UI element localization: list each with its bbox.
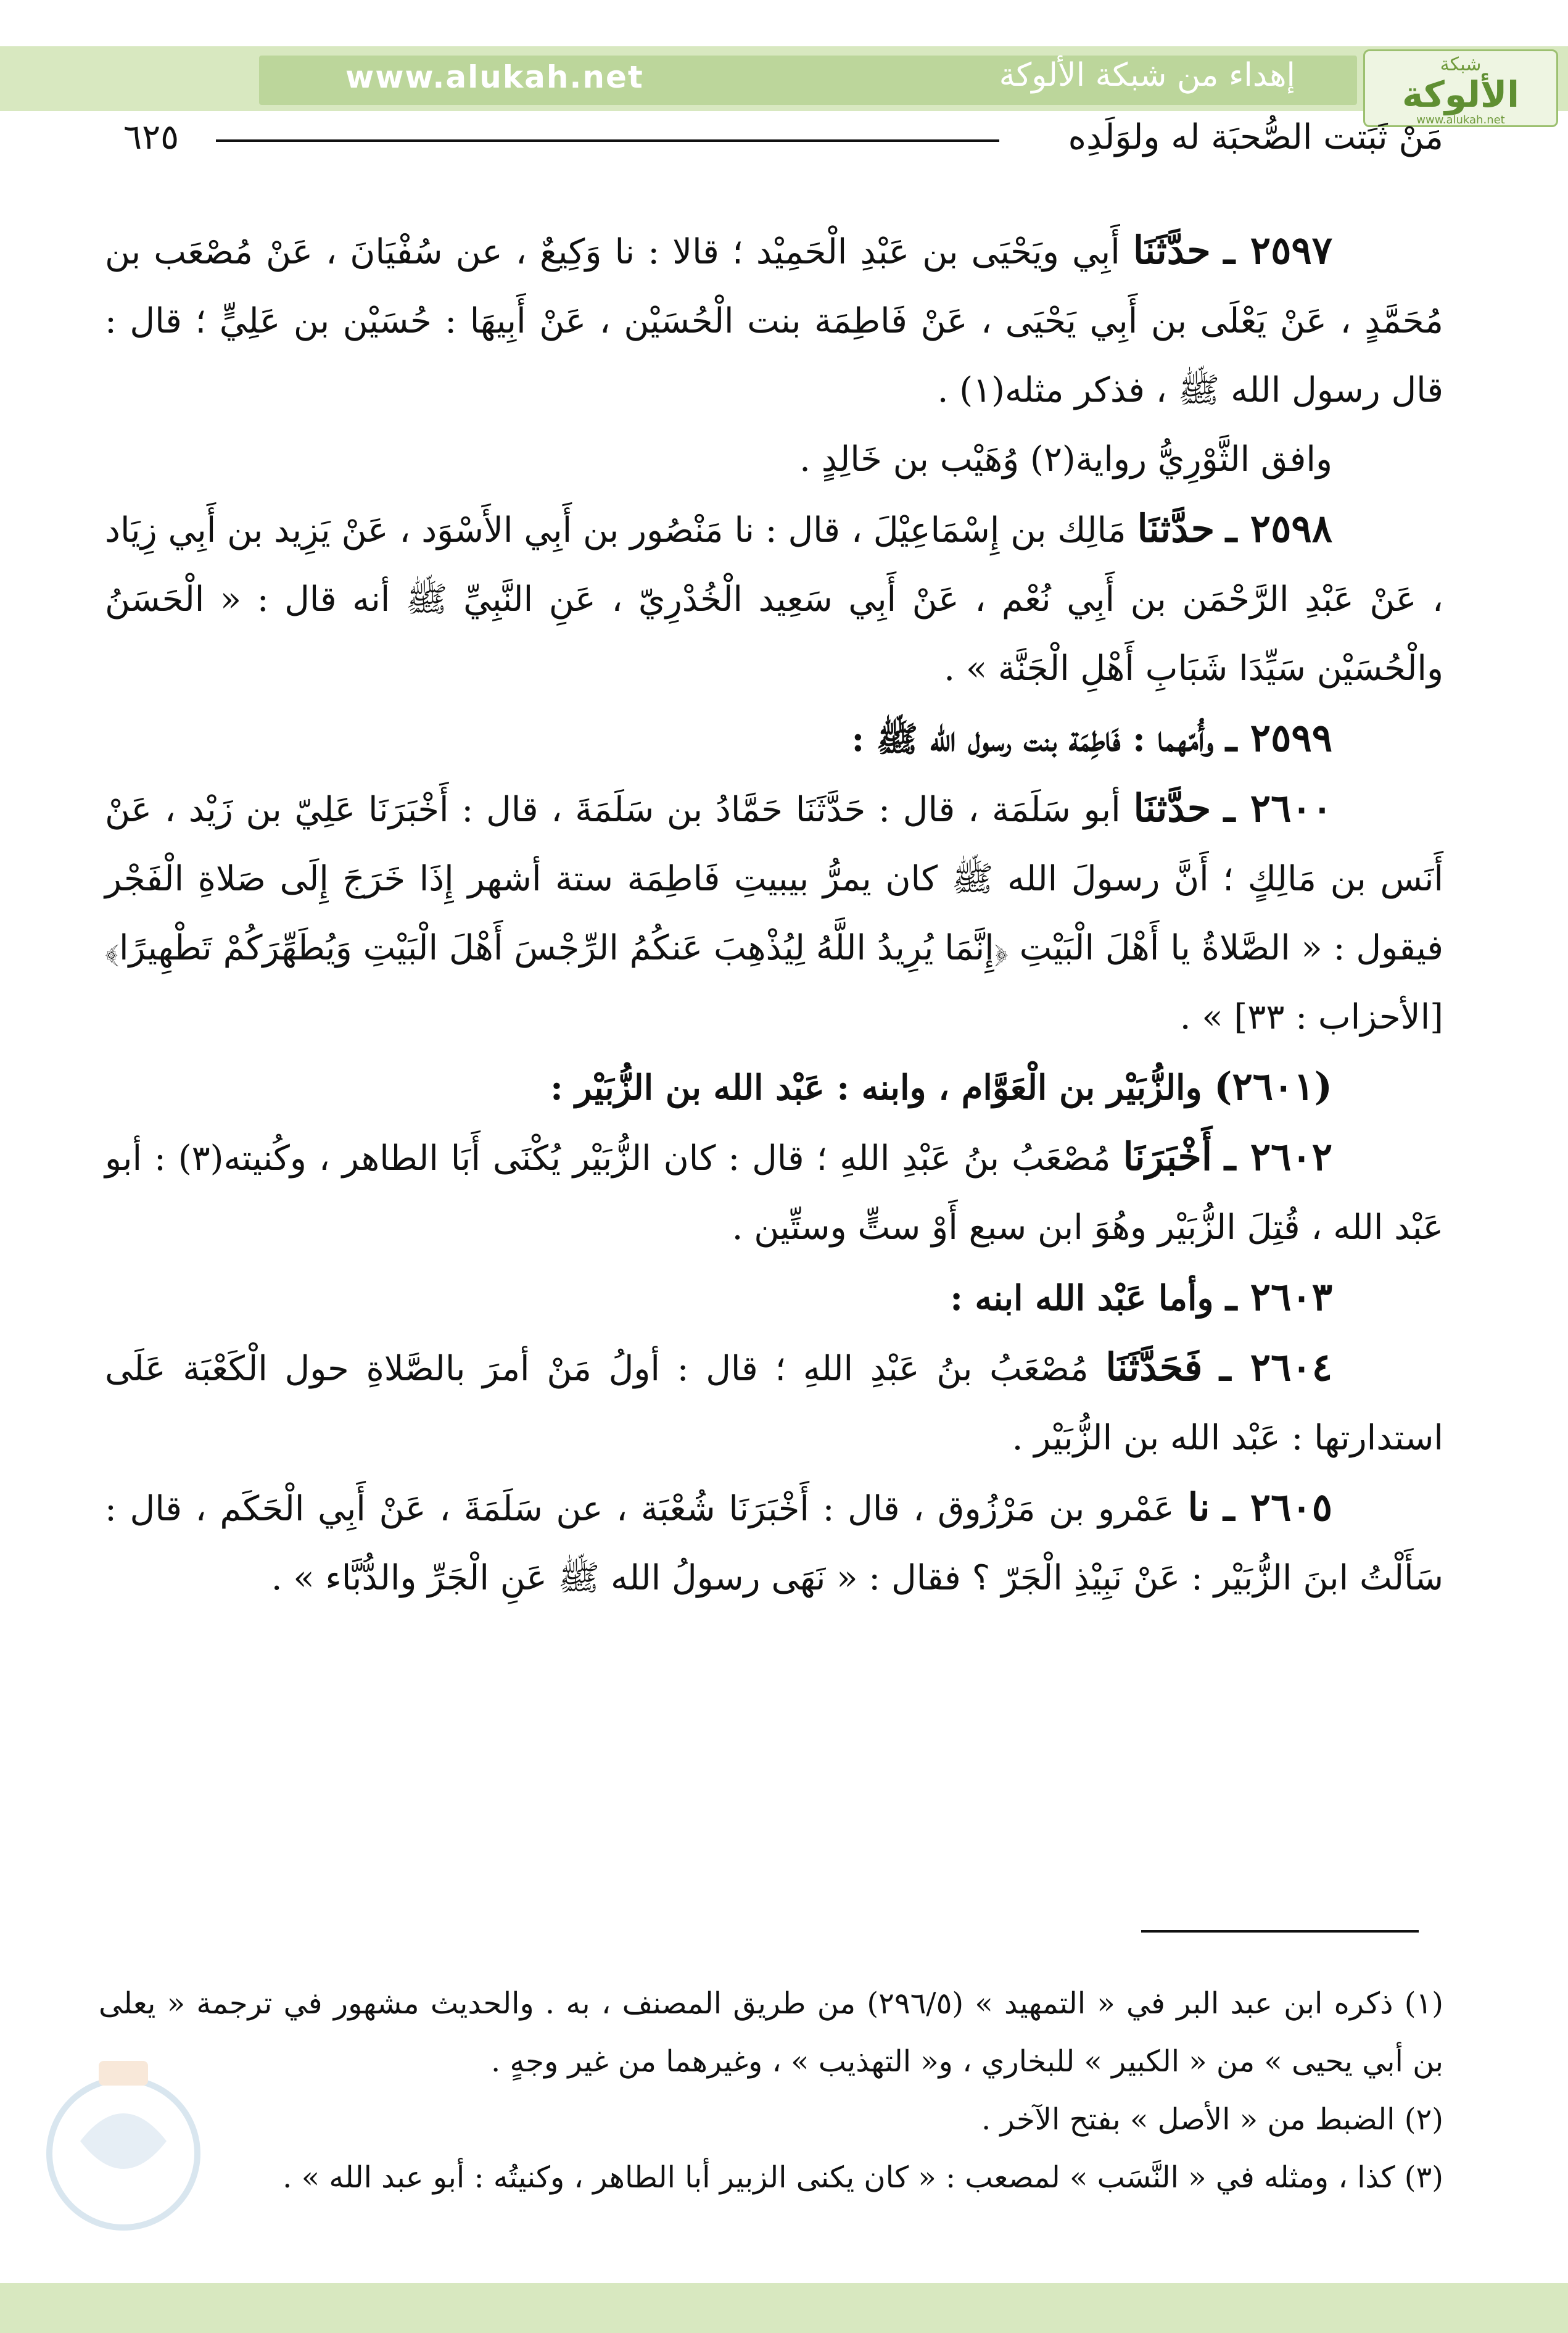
hadith-text: مُصْعَبُ بنُ عَبْدِ اللهِ ؛ قال : أولُ مَنْ أمرَ بالصَّلاةِ حول الْكَعْبَة عَلَى استدارتها : عَبْد الله بن الزُّبَيْر . [105, 1349, 1443, 1458]
footnote-marker: (١) [1404, 1986, 1443, 2021]
hadith-lead: فَحَدَّثَنَا [1105, 1345, 1203, 1390]
hadith-number: ٢٥٩٩ ـ [1226, 715, 1332, 760]
watermark-logo [25, 2036, 222, 2258]
hadith-number: ٢٦٠٢ ـ [1224, 1134, 1333, 1179]
paragraph-2598 [105, 494, 1443, 703]
paragraph-2597 [105, 216, 1443, 425]
section-heading: والزُّبَيْر بن الْعَوَّام ، وابنه : عَبْد الله بن الزُّبَيْر : [550, 1067, 1202, 1108]
banner-gift-text: إهداء من شبكة الألوكة [999, 57, 1295, 94]
hadith-number: ٢٥٩٨ ـ [1226, 506, 1332, 551]
footnote-marker: (٣) [1404, 2160, 1443, 2195]
hadith-lead: حدَّثنَا [1133, 785, 1211, 831]
hadith-lead: نا [1187, 1485, 1210, 1530]
logo-big-text: الألوكة [1401, 73, 1520, 115]
footnote-text: ذكره ابن عبد البر في « التمهيد » (٢٩٦/٥) من طريق المصنف ، به . والحديث مشهور في ترجمة « يعلى بن أبي يحيى » من « الكبير » للبخاري ، و« التهذيب » ، وغيرهما من غير وجهٍ . [99, 1986, 1443, 2079]
footnote-text: الضبط من « الأصل » بفتح الآخر . [981, 2102, 1395, 2137]
header-rule [216, 139, 999, 142]
paragraph-text: وافق الثَّوْرِيُّ رواية(٢) وُهَيْب بن خَالِدٍ . [799, 439, 1332, 479]
paragraph-2600 [105, 774, 1443, 1052]
paragraph-2601 [105, 1052, 1443, 1122]
page-body [105, 216, 1443, 1613]
paragraph-2603 [105, 1262, 1443, 1333]
section-heading: وأُمّهما : فَاطِمَة بنت رسول الله ﷺ : [851, 719, 1214, 760]
hadith-lead: حدَّثَنَا [1133, 228, 1211, 273]
site-logo[interactable] [1363, 49, 1558, 127]
paragraph-2599 [105, 703, 1443, 774]
paragraph-2602 [105, 1122, 1443, 1262]
footnote-rule [1141, 1930, 1419, 1933]
hadith-number: ٢٦٠٣ ـ [1226, 1274, 1332, 1319]
hadith-lead: حدَّثنَا [1137, 506, 1215, 551]
footnote-2 [99, 2091, 1443, 2149]
hadith-number: ٢٥٩٧ ـ [1223, 228, 1332, 273]
section-heading: وأما عَبْد الله ابنه : [950, 1278, 1214, 1319]
footnote-1 [99, 1975, 1443, 2091]
footnotes [99, 1975, 1443, 2207]
banner-site-url[interactable]: www.alukah.net [345, 59, 644, 95]
hadith-number: ٢٦٠٤ ـ [1219, 1345, 1332, 1390]
logo-small-text: شبكة [1440, 54, 1482, 75]
hadith-number: ٢٦٠٥ ـ [1223, 1485, 1332, 1530]
hadith-lead: أَخْبَرَنَا [1123, 1134, 1213, 1179]
footnote-3 [99, 2149, 1443, 2207]
hadith-text: أَبِي ويَحْيَى بن عَبْدِ الْحَمِيْد ؛ قالا : نا وَكِيعٌ ، عن سُفْيَانَ ، عَنْ مُصْعَب بن مُحَمَّدٍ ، عَنْ يَعْلَى بن أَبِي يَحْيَى ، عَنْ فَاطِمَة بنت الْحُسَيْن ، عَنْ أَبِيهَا : حُسَيْن بن عَلِيٍّ ؛ قال : قال رسول الله ﷺ ، فذكر مثله(١) . [105, 232, 1443, 410]
hadith-text: عَمْرو بن مَرْزُوق ، قال : أَخْبَرَنَا شُعْبَة ، عن سَلَمَةَ ، عَنْ أَبِي الْحَكَم ، قال : سَأَلْتُ ابنَ الزُّبَيْر : عَنْ نَبِيْذِ الْجَرّ ؟ فقال : « نَهَى رسولُ الله ﷺ عَنِ الْجَرِّ والدُّبَّاء » . [105, 1489, 1443, 1598]
hadith-text: أبو سَلَمَة ، قال : حَدَّثَنَا حَمَّادُ بن سَلَمَةَ ، قال : أَخْبَرَنَا عَلِيّ بن زَيْد ، عَنْ أَنَس بن مَالِكٍ ؛ أَنَّ رسولَ الله ﷺ كان يمرُّ بيبيتِ فَاطِمَة ستة أشهر إِذَا خَرَجَ إِلَى صَلاةِ الْفَجْر فيقول : « الصَّلاةُ يا أَهْلَ الْبَيْتِ ﴿إِنَّمَا يُرِيدُ اللَّهُ لِيُذْهِبَ عَنكُمُ الرِّجْسَ أَهْلَ الْبَيْتِ وَيُطَهِّرَكُمْ تَطْهِيرًا﴾ [الأحزاب : ٣٣] » . [105, 790, 1443, 1037]
running-title: مَنْ ثَبَتت الصُّحبَة له ولوَلَدِه [1068, 117, 1443, 157]
hadith-number: ٢٦٠٠ ـ [1224, 785, 1332, 831]
paragraph-note [105, 425, 1443, 494]
paragraph-2604 [105, 1333, 1443, 1473]
footnote-marker: (٢) [1404, 2102, 1443, 2137]
hadith-text: مُصْعَبُ بنُ عَبْدِ اللهِ ؛ قال : كان الزُّبَيْر يُكْنَى أَبَا الطاهر ، وكُنيته(٣) : أبو عَبْد الله ، قُتِلَ الزُّبَيْر وهُوَ ابن سبع أَوْ ستٍّ وستِّين . [105, 1138, 1443, 1248]
footnote-text: كذا ، ومثله في « النَّسَب » لمصعب : « كان يكنى الزبير أبا الطاهر ، وكنيتُه : أبو عبد الله » . [283, 2160, 1395, 2195]
bottom-band [0, 2283, 1568, 2333]
hadith-number: (٢٦٠١) [1214, 1064, 1332, 1109]
page-number: ٦٢٥ [123, 117, 179, 157]
running-head [123, 117, 1443, 160]
hadith-text: مَالِك بن إِسْمَاعِيْلَ ، قال : نا مَنْصُور بن أَبِي الأَسْوَد ، عَنْ يَزِيد بن أَبِي زِيَاد ، عَنْ عَبْدِ الرَّحْمَن بن أَبِي نُعْم ، عَنْ أَبِي سَعِيد الْخُدْرِيّ ، عَنِ النَّبِيِّ ﷺ أنه قال : « الْحَسَنُ والْحُسَيْن سَيِّدَا شَبَابِ أَهْلِ الْجَنَّة » . [105, 510, 1444, 689]
paragraph-2605 [105, 1473, 1443, 1613]
logo-url-text: www.alukah.net [1416, 114, 1505, 126]
